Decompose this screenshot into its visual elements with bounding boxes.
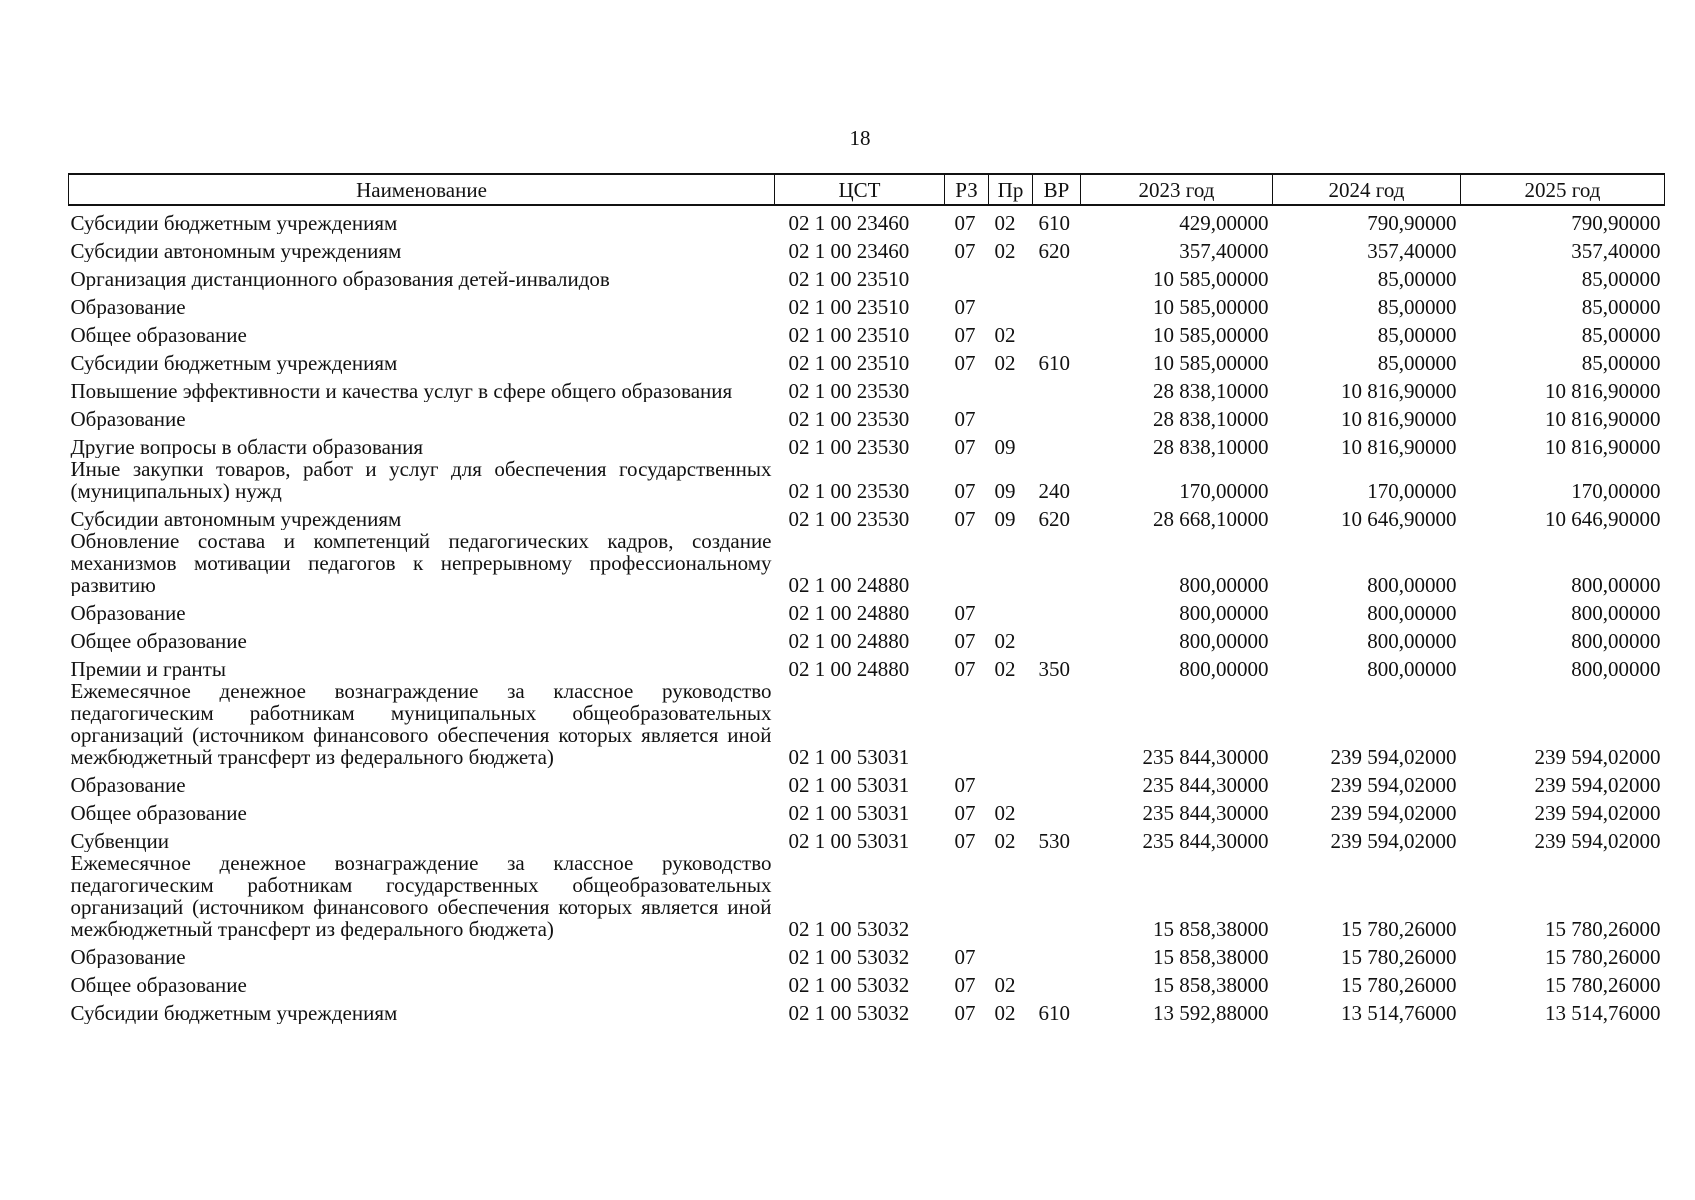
cell-name: Образование: [70, 295, 186, 318]
cell-y2025: 800,00000: [1571, 629, 1661, 652]
cell-rz: 07: [954, 211, 976, 234]
cell-rz: [945, 680, 989, 768]
cell-name: Субвенции: [70, 829, 169, 852]
cell-y2023: 15 858,38000: [1153, 917, 1269, 940]
table-row: [69, 796, 1665, 824]
cell-name: Ежемесячное денежное вознаграждение за классное руководство педагогическим работникам муниципальных общеобразовательных организаций (источником финансового обеспечения которых является иной межбюджетный трансферт из федерального бюджета): [70, 680, 772, 768]
cell-y2023: 10 585,00000: [1153, 267, 1269, 290]
cell-pr: 09: [994, 435, 1016, 458]
cell-name: Субсидии автономным учреждениям: [70, 507, 402, 530]
cell-y2023: 10 585,00000: [1153, 351, 1269, 374]
cell-vr: 610: [1038, 351, 1070, 374]
cell-vr: 610: [1038, 211, 1070, 234]
cell-rz: 07: [954, 295, 976, 318]
cell-y2024: 800,00000: [1367, 657, 1457, 680]
cell-vr: [1033, 318, 1081, 346]
cell-cst: 02 1 00 23530: [788, 435, 910, 458]
cell-vr: [1033, 262, 1081, 290]
cell-y2023: 28 838,10000: [1153, 407, 1269, 430]
cell-y2024: 10 646,90000: [1341, 507, 1457, 530]
table-row: [69, 996, 1665, 1024]
cell-name: Другие вопросы в области образования: [70, 435, 424, 458]
table-row: [69, 262, 1665, 290]
cell-name: Ежемесячное денежное вознаграждение за классное руководство педагогическим работникам государственных общеобразовательных организаций (источником финансового обеспечения которых является иной межбюджетный трансферт из федерального бюджета): [70, 852, 772, 940]
cell-name: Образование: [70, 945, 186, 968]
cell-pr: 02: [994, 1001, 1016, 1024]
cell-y2023: 429,00000: [1179, 211, 1269, 234]
cell-y2025: 170,00000: [1571, 479, 1661, 502]
cell-cst: 02 1 00 23510: [788, 267, 910, 290]
cell-name: Общее образование: [70, 323, 247, 346]
cell-rz: 07: [954, 435, 976, 458]
cell-y2023: 235 844,30000: [1142, 773, 1269, 796]
cell-cst: 02 1 00 23510: [788, 351, 910, 374]
cell-vr: [1033, 796, 1081, 824]
header-2024: 2024 год: [1273, 174, 1461, 205]
cell-rz: 07: [954, 829, 976, 852]
table-row: [69, 624, 1665, 652]
table-body: [69, 205, 1665, 1024]
cell-name: Общее образование: [70, 973, 247, 996]
table-row: [69, 652, 1665, 680]
cell-pr: 02: [994, 801, 1016, 824]
cell-name: Субсидии автономным учреждениям: [70, 239, 402, 262]
cell-pr: [989, 530, 1033, 596]
cell-pr: [989, 290, 1033, 318]
cell-y2023: 800,00000: [1179, 629, 1269, 652]
cell-name: Премии и гранты: [70, 657, 226, 680]
table-row: [69, 968, 1665, 996]
header-vr: ВР: [1033, 174, 1081, 205]
cell-pr: [989, 768, 1033, 796]
cell-pr: [989, 940, 1033, 968]
cell-name: Общее образование: [70, 629, 247, 652]
cell-y2025: 15 780,26000: [1545, 917, 1661, 940]
cell-pr: [989, 262, 1033, 290]
cell-name: Образование: [70, 407, 186, 430]
cell-rz: 07: [954, 479, 976, 502]
header-cst: ЦСТ: [775, 174, 945, 205]
table-row: [69, 458, 1665, 502]
cell-name: Субсидии бюджетным учреждениям: [70, 1001, 398, 1024]
cell-cst: 02 1 00 53031: [788, 801, 910, 824]
cell-cst: 02 1 00 23460: [788, 211, 910, 234]
cell-rz: 07: [954, 657, 976, 680]
cell-vr: 620: [1038, 507, 1070, 530]
cell-rz: 07: [954, 239, 976, 262]
cell-cst: 02 1 00 23530: [788, 479, 910, 502]
cell-y2024: 15 780,26000: [1341, 973, 1457, 996]
cell-y2024: 10 816,90000: [1341, 435, 1457, 458]
cell-rz: [945, 374, 989, 402]
cell-cst: 02 1 00 24880: [788, 629, 910, 652]
cell-y2023: 235 844,30000: [1142, 829, 1269, 852]
cell-y2025: 10 646,90000: [1545, 507, 1661, 530]
header-pr: Пр: [989, 174, 1033, 205]
cell-rz: 07: [954, 629, 976, 652]
cell-pr: [989, 852, 1033, 940]
cell-y2024: 800,00000: [1367, 601, 1457, 624]
cell-cst: 02 1 00 53031: [788, 745, 910, 768]
cell-rz: 07: [954, 507, 976, 530]
cell-cst: 02 1 00 53031: [788, 773, 910, 796]
cell-y2025: 85,00000: [1581, 351, 1661, 374]
table-row: [69, 940, 1665, 968]
cell-y2024: 170,00000: [1367, 479, 1457, 502]
cell-vr: [1033, 530, 1081, 596]
cell-vr: [1033, 290, 1081, 318]
cell-vr: 350: [1038, 657, 1070, 680]
cell-rz: 07: [954, 351, 976, 374]
header-rz: РЗ: [945, 174, 989, 205]
cell-y2024: 10 816,90000: [1341, 407, 1457, 430]
cell-vr: [1033, 680, 1081, 768]
cell-vr: [1033, 624, 1081, 652]
cell-y2025: 800,00000: [1571, 657, 1661, 680]
cell-y2024: 15 780,26000: [1341, 945, 1457, 968]
cell-y2024: 239 594,02000: [1330, 745, 1457, 768]
cell-rz: 07: [954, 601, 976, 624]
cell-y2023: 800,00000: [1179, 657, 1269, 680]
cell-y2023: 10 585,00000: [1153, 323, 1269, 346]
cell-y2025: 85,00000: [1581, 295, 1661, 318]
cell-y2024: 790,90000: [1367, 211, 1457, 234]
cell-vr: [1033, 852, 1081, 940]
cell-y2025: 239 594,02000: [1534, 745, 1661, 768]
cell-pr: [989, 680, 1033, 768]
cell-y2025: 239 594,02000: [1534, 801, 1661, 824]
cell-y2024: 357,40000: [1367, 239, 1457, 262]
cell-vr: 530: [1038, 829, 1070, 852]
header-2023: 2023 год: [1081, 174, 1273, 205]
table-row: [69, 852, 1665, 940]
cell-pr: 02: [994, 629, 1016, 652]
table-row: [69, 596, 1665, 624]
cell-cst: 02 1 00 23510: [788, 323, 910, 346]
cell-y2023: 15 858,38000: [1153, 945, 1269, 968]
cell-y2023: 170,00000: [1179, 479, 1269, 502]
cell-y2023: 800,00000: [1179, 601, 1269, 624]
cell-y2023: 357,40000: [1179, 239, 1269, 262]
table-row: [69, 768, 1665, 796]
cell-y2025: 10 816,90000: [1545, 407, 1661, 430]
cell-rz: [945, 262, 989, 290]
cell-pr: 02: [994, 657, 1016, 680]
cell-vr: 240: [1038, 479, 1070, 502]
cell-y2024: 13 514,76000: [1341, 1001, 1457, 1024]
cell-y2024: 800,00000: [1367, 629, 1457, 652]
cell-pr: 02: [994, 973, 1016, 996]
cell-rz: 07: [954, 773, 976, 796]
cell-y2025: 790,90000: [1571, 211, 1661, 234]
cell-vr: [1033, 968, 1081, 996]
cell-y2024: 239 594,02000: [1330, 829, 1457, 852]
cell-pr: [989, 402, 1033, 430]
cell-pr: 02: [994, 829, 1016, 852]
cell-rz: 07: [954, 801, 976, 824]
table-row: [69, 680, 1665, 768]
cell-cst: 02 1 00 53032: [788, 1001, 910, 1024]
cell-y2025: 15 780,26000: [1545, 973, 1661, 996]
cell-vr: [1033, 596, 1081, 624]
cell-cst: 02 1 00 23530: [788, 507, 910, 530]
table-row: [69, 502, 1665, 530]
cell-pr: 02: [994, 323, 1016, 346]
cell-y2025: 85,00000: [1581, 267, 1661, 290]
cell-vr: [1033, 768, 1081, 796]
cell-vr: [1033, 940, 1081, 968]
header-row: [69, 174, 1665, 205]
header-name: Наименование: [69, 174, 775, 205]
cell-y2024: 85,00000: [1377, 323, 1457, 346]
budget-table: [68, 173, 1665, 1024]
table-row: [69, 430, 1665, 458]
cell-cst: 02 1 00 53032: [788, 917, 910, 940]
cell-rz: 07: [954, 323, 976, 346]
cell-pr: [989, 374, 1033, 402]
cell-y2024: 85,00000: [1377, 267, 1457, 290]
cell-cst: 02 1 00 23530: [788, 379, 910, 402]
cell-name: Организация дистанционного образования детей-инвалидов: [70, 267, 610, 290]
cell-y2025: 10 816,90000: [1545, 379, 1661, 402]
cell-cst: 02 1 00 53032: [788, 973, 910, 996]
cell-rz: 07: [954, 973, 976, 996]
cell-vr: [1033, 402, 1081, 430]
cell-name: Субсидии бюджетным учреждениям: [70, 211, 398, 234]
cell-vr: 610: [1038, 1001, 1070, 1024]
cell-y2025: 357,40000: [1571, 239, 1661, 262]
cell-pr: [989, 596, 1033, 624]
cell-vr: [1033, 374, 1081, 402]
table-row: [69, 402, 1665, 430]
table-row: [69, 530, 1665, 596]
cell-y2023: 13 592,88000: [1153, 1001, 1269, 1024]
cell-cst: 02 1 00 24880: [788, 601, 910, 624]
cell-y2023: 235 844,30000: [1142, 745, 1269, 768]
cell-y2024: 85,00000: [1377, 295, 1457, 318]
cell-y2024: 239 594,02000: [1330, 773, 1457, 796]
cell-y2025: 239 594,02000: [1534, 773, 1661, 796]
cell-y2023: 28 838,10000: [1153, 435, 1269, 458]
cell-y2025: 10 816,90000: [1545, 435, 1661, 458]
cell-y2025: 800,00000: [1571, 573, 1661, 596]
cell-y2023: 15 858,38000: [1153, 973, 1269, 996]
table-row: [69, 374, 1665, 402]
cell-y2025: 15 780,26000: [1545, 945, 1661, 968]
cell-y2023: 28 668,10000: [1153, 507, 1269, 530]
cell-cst: 02 1 00 23510: [788, 295, 910, 318]
cell-y2025: 239 594,02000: [1534, 829, 1661, 852]
table-row: [69, 205, 1665, 234]
cell-rz: 07: [954, 1001, 976, 1024]
cell-name: Образование: [70, 601, 186, 624]
cell-vr: [1033, 430, 1081, 458]
page-number: 18: [849, 126, 871, 150]
table-row: [69, 290, 1665, 318]
table-row: [69, 824, 1665, 852]
cell-rz: [945, 530, 989, 596]
cell-name: Обновление состава и компетенций педагогических кадров, создание механизмов мотивации педагогов к непрерывному профессиональному развитию: [70, 530, 772, 596]
cell-pr: 09: [994, 479, 1016, 502]
cell-rz: 07: [954, 945, 976, 968]
cell-y2023: 235 844,30000: [1142, 801, 1269, 824]
cell-y2024: 800,00000: [1367, 573, 1457, 596]
cell-pr: 02: [994, 211, 1016, 234]
table-row: [69, 318, 1665, 346]
cell-cst: 02 1 00 24880: [788, 573, 910, 596]
cell-cst: 02 1 00 53031: [788, 829, 910, 852]
cell-cst: 02 1 00 53032: [788, 945, 910, 968]
cell-y2024: 85,00000: [1377, 351, 1457, 374]
header-2025: 2025 год: [1461, 174, 1665, 205]
cell-pr: 09: [994, 507, 1016, 530]
cell-cst: 02 1 00 23530: [788, 407, 910, 430]
cell-name: Общее образование: [70, 801, 247, 824]
cell-y2023: 28 838,10000: [1153, 379, 1269, 402]
cell-y2025: 800,00000: [1571, 601, 1661, 624]
cell-name: Образование: [70, 773, 186, 796]
cell-cst: 02 1 00 24880: [788, 657, 910, 680]
cell-y2023: 800,00000: [1179, 573, 1269, 596]
cell-y2024: 10 816,90000: [1341, 379, 1457, 402]
cell-y2025: 85,00000: [1581, 323, 1661, 346]
cell-rz: [945, 852, 989, 940]
cell-y2023: 10 585,00000: [1153, 295, 1269, 318]
cell-name: Иные закупки товаров, работ и услуг для обеспечения государственных (муниципальных) нужд: [70, 458, 772, 502]
table-row: [69, 346, 1665, 374]
cell-name: Субсидии бюджетным учреждениям: [70, 351, 398, 374]
cell-name: Повышение эффективности и качества услуг в сфере общего образования: [70, 379, 733, 402]
cell-y2024: 239 594,02000: [1330, 801, 1457, 824]
cell-vr: 620: [1038, 239, 1070, 262]
cell-y2024: 15 780,26000: [1341, 917, 1457, 940]
cell-y2025: 13 514,76000: [1545, 1001, 1661, 1024]
table-row: [69, 234, 1665, 262]
cell-pr: 02: [994, 239, 1016, 262]
cell-cst: 02 1 00 23460: [788, 239, 910, 262]
cell-rz: 07: [954, 407, 976, 430]
cell-pr: 02: [994, 351, 1016, 374]
